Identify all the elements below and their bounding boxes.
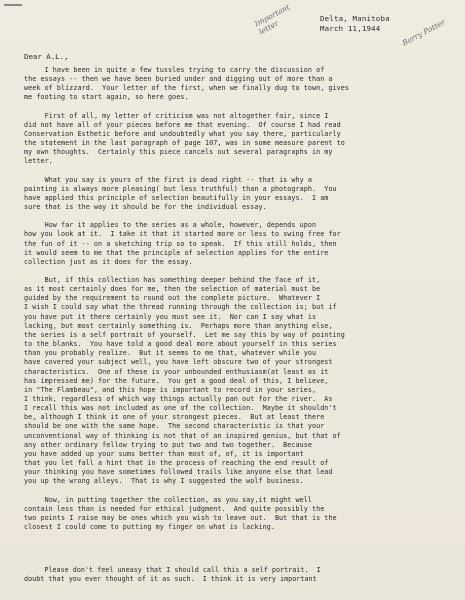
corner-mark [4, 4, 22, 6]
paragraph: Now, in putting together the collection, as you say,it might well contain less than is needed for ethical judgment. And quite possibly the two points I raise may be ones which you wish to leave out. But that is the closest I could come to putting my finger on what is lacking. [24, 495, 337, 532]
handwritten-note-important: Important letter [253, 2, 292, 37]
paragraph-last: Please don't feel uneasy that I should call this a self portrait. I doubt that you ever thought of it as such. I think it is very important [24, 566, 321, 584]
paragraph: But, if this collection has something deeper behind the face of it, as it most certainly does for me, then the selection of material must be guided by the requirement to round out the complete picture. Whatever I I wish I could say what the thread running through the collection is; but if you have put it there certainly you must see it. Nor can I say what is lacking, but most certainly something is. Perhaps more than anything else, the series is a self portrait of yourself. Let me say this by way of pointing to the blanks. You have told a good deal more about yourself in this series than you probably realize. But it seems to me that, whatever while you have covered your subject well, you have left obscure two of your strongest characteristics. One of these is your unbounded enthusiasm(at least as it has impressed me) for the future. You get a good deal of this, I believe, in "The Flambeau", and this hope is important to record in your series, I think, regardless of which way things actually pan out for the river. As I recall this was not included as one of the collection. Maybe it shouldn't be, although I think it one of your strongest pieces. But at least there should be one with the same hope. The second characteristic is that your unconventional way of thinking is not that of an inspired genius, but that of any other ordinary fellow trying to put two and two together. Because you have added up your sums better than most of, of, it is important that you let fall a hint that in the process of reaching the end result of your thinking you have sometimes followed trails like anyone else that lead you up the wrong alleys. That is why I suggested the wolf business. [24, 275, 345, 486]
paragraph: I have been in quite a few tussles trying to carry the discussion of the essays -- then we have been buried under and digging out of more than a week of blizzard. Your letter of the first, when we finally dug to town, gives me footing to start again, so here goes. [24, 66, 349, 102]
paragraph: First of all, my letter of criticism was not altogether fair, since I did not have all of your pieces before me that evening. Of course I had read Conservation Esthetic before and undoubtedly what you say there, particularly the statement in the last paragraph of page 107, was in some measure parent to my own thoughts. Certainly this piece cancels out several paragraphs in my letter. [24, 111, 345, 166]
salutation: Dear A.L., [24, 52, 69, 61]
handwritten-note-name: Barry Potter [400, 17, 447, 48]
letter-header [320, 14, 390, 34]
letter-place: Delta, Manitoba [320, 14, 390, 23]
paragraph: How far it applies to the series as a whole, however, depends upon how you look at it. I take it that it started more or less to swing free for the fun of it -- on a sketching trip so to speak. If this still holds, then it would seem to me that the principle of selection applies for the entire collection just as it does for the essay. [24, 221, 341, 266]
paragraph: What you say is yours of the first is dead right -- that is why a painting is always more pleasing( but less truthful) than a photograph. You have applied this principle of selection beautifully in your essays. I am sure that is the way it should be for the individual essay. [24, 175, 337, 212]
letter-date: March 11,1944 [320, 24, 381, 33]
letter-body [24, 66, 452, 541]
